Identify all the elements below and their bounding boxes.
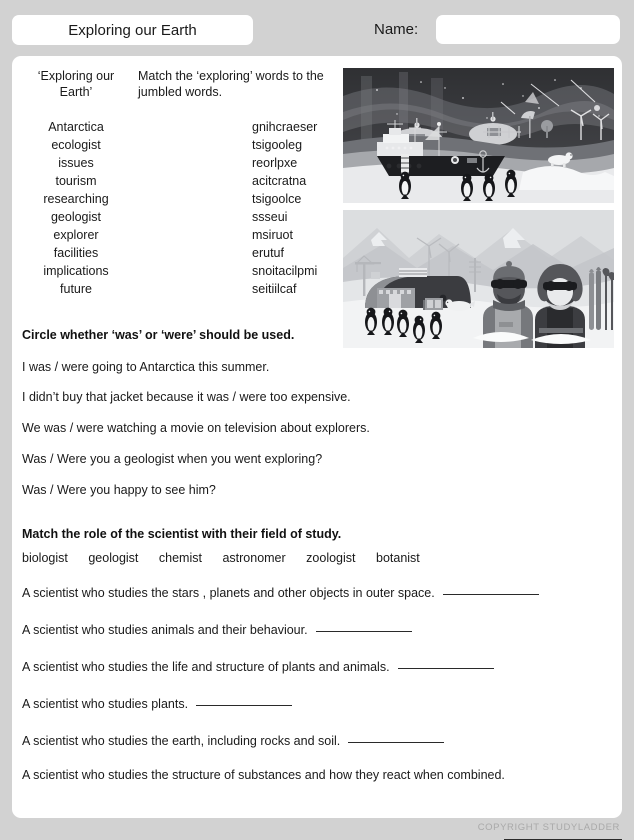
was-were-question[interactable]: I didn’t buy that jacket because it was / were too expensive. — [22, 390, 351, 404]
scientist-answer-blank[interactable] — [196, 694, 292, 706]
list-item[interactable]: ecologist — [51, 138, 101, 152]
list-item[interactable]: ssseui — [252, 210, 288, 224]
role-option[interactable]: astronomer — [222, 551, 286, 565]
copyright-footer: COPYRIGHT STUDYLADDER — [477, 822, 620, 833]
was-were-question[interactable]: I was / were going to Antarctica this summer. — [22, 360, 270, 374]
scientist-item-text: A scientist who studies the life and structure of plants and animals. — [22, 660, 390, 674]
matching-instruction: Match the ‘exploring’ words to the jumbled words. — [138, 69, 324, 99]
role-option[interactable]: zoologist — [306, 551, 356, 565]
exploring-word-list — [16, 118, 136, 298]
worksheet-title-pill — [12, 15, 253, 45]
scientist-item — [22, 657, 494, 674]
list-item[interactable]: seitiilcaf — [252, 282, 297, 296]
role-option[interactable]: chemist — [158, 551, 202, 565]
list-item[interactable]: issues — [58, 156, 94, 170]
list-item[interactable]: geologist — [50, 210, 102, 224]
list-item[interactable]: reorlpxe — [252, 156, 298, 170]
scientist-item-text: A scientist who studies plants. — [22, 697, 189, 711]
list-item[interactable]: msiruot — [252, 228, 293, 242]
role-option[interactable]: geologist — [88, 551, 139, 565]
worksheet-header — [0, 0, 634, 56]
antarctic-explorers-scene-image — [343, 210, 614, 348]
was-were-question[interactable]: We was / were watching a movie on television about explorers. — [22, 421, 370, 435]
antarctic-night-scene-svg — [343, 68, 614, 203]
page-title: Exploring our Earth — [68, 21, 197, 39]
worksheet-page — [12, 56, 622, 818]
scientists-heading: Match the role of the scientist with their field of study. — [22, 527, 342, 541]
scientist-role-bank — [22, 551, 437, 565]
list-item[interactable]: gnihcraeser — [252, 120, 318, 134]
list-item[interactable]: researching — [43, 192, 109, 206]
list-item[interactable]: snoitacilpmi — [252, 264, 318, 278]
scientist-answer-blank[interactable] — [398, 657, 494, 669]
list-item[interactable]: acitcratna — [252, 174, 307, 188]
scientist-item — [22, 768, 505, 782]
was-were-question[interactable]: Was / Were you happy to see him? — [22, 483, 216, 497]
role-option[interactable]: biologist — [22, 551, 68, 565]
list-item[interactable]: tourism — [55, 174, 97, 188]
name-label: Name: — [374, 21, 419, 38]
list-item[interactable]: tsigooleg — [252, 138, 303, 152]
list-item[interactable]: future — [60, 282, 92, 296]
scientist-item-text: A scientist who studies the stars , planets and other objects in outer space. — [22, 586, 435, 600]
list-item[interactable]: facilities — [53, 246, 99, 260]
scientist-item — [22, 731, 444, 748]
scientist-answer-blank[interactable] — [348, 731, 444, 743]
scientist-answer-blank[interactable] — [443, 583, 539, 595]
was-were-question[interactable]: Was / Were you a geologist when you went exploring? — [22, 452, 323, 466]
scientist-item-text: A scientist who studies the structure of substances and how they react when combined. — [22, 768, 505, 782]
list-item[interactable]: implications — [43, 264, 109, 278]
name-input[interactable] — [436, 15, 620, 44]
scientist-item — [22, 694, 292, 711]
role-option[interactable]: botanist — [376, 551, 420, 565]
antarctic-explorers-scene-svg — [343, 210, 614, 348]
list-item[interactable]: Antarctica — [48, 120, 104, 134]
list-item[interactable]: tsigoolce — [252, 192, 302, 206]
scientist-item-text: A scientist who studies animals and their behaviour. — [22, 623, 308, 637]
scientist-item — [22, 620, 412, 637]
matching-left-heading: ‘Exploring our Earth’ — [37, 69, 115, 99]
antarctic-night-scene-image — [343, 68, 614, 203]
list-item[interactable]: erutuf — [252, 246, 284, 260]
was-were-heading: Circle whether ‘was’ or ‘were’ should be used. — [22, 328, 295, 342]
supply-crate — [425, 298, 443, 310]
scientist-answer-blank[interactable] — [316, 620, 412, 632]
scientist-item — [22, 583, 539, 600]
scientist-item-text: A scientist who studies the earth, including rocks and soil. — [22, 734, 341, 748]
list-item[interactable]: explorer — [53, 228, 99, 242]
